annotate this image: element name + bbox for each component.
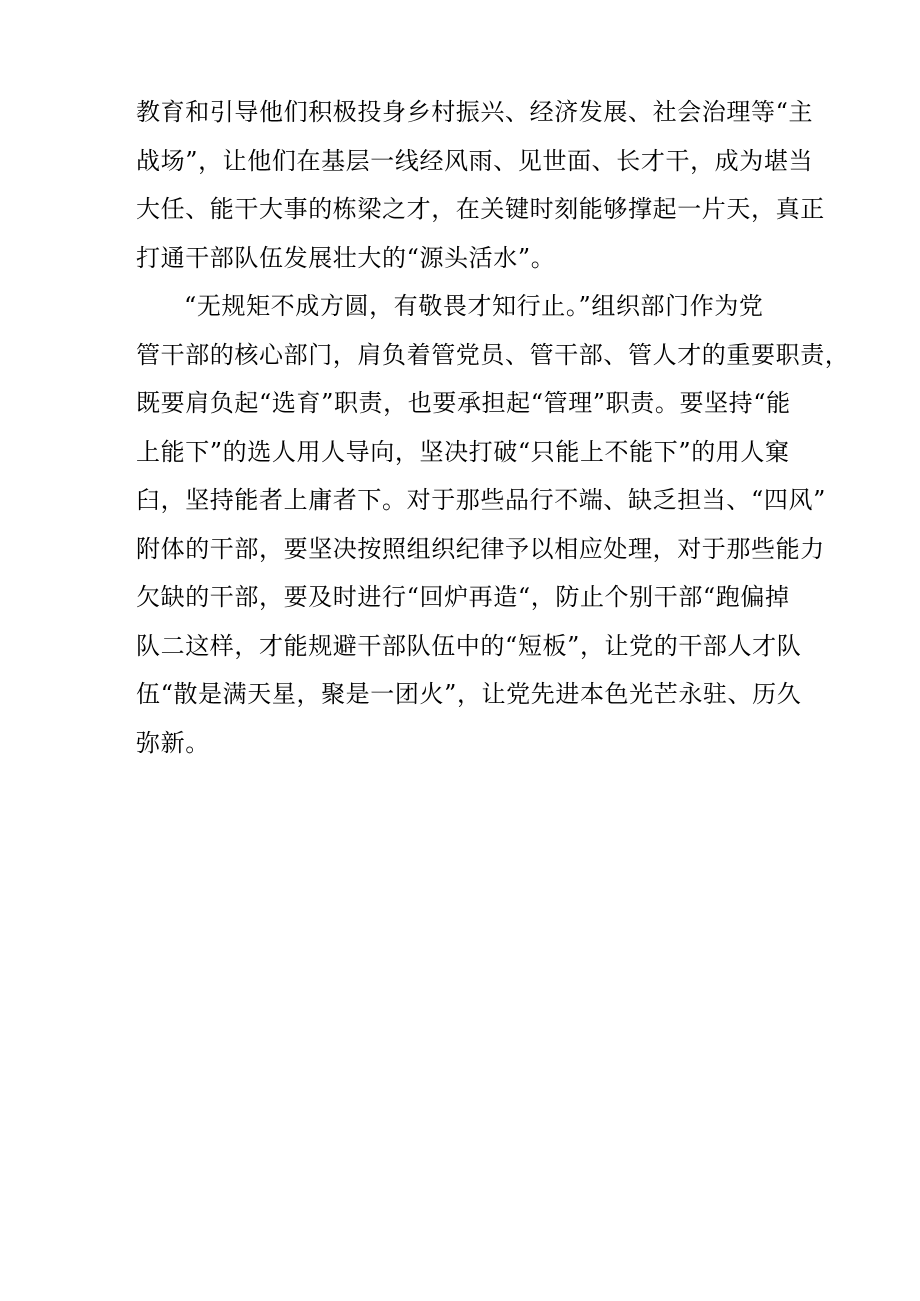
paragraph-line: 既要肩负起“选育”职责，也要承担起“管理”职责。要坚持“能 [136, 389, 791, 417]
document-body [136, 88, 850, 767]
paragraph-line: 臼，坚持能者上庸者下。对于那些品行不端、缺乏担当、“四风” [136, 486, 826, 514]
paragraph-line: 附体的干部，要坚决按照组织纪律予以相应处理，对于那些能力 [136, 534, 825, 563]
paragraph-line: 队二这样，才能规避干部队伍中的“短板”，让党的干部人才队 [136, 631, 802, 660]
paragraph-1 [136, 88, 825, 282]
paragraph-line: 欠缺的干部，要及时进行“回炉再造“，防止个别干部“跑偏掉 [136, 583, 790, 611]
paragraph-line: 管干部的核心部门，肩负着管党员、管干部、管人才的重要职责， [136, 340, 850, 369]
paragraph-line: 打通干部队伍发展壮大的“源头活水”。 [136, 243, 556, 272]
paragraph-line: 伍“散是满天星，聚是一团火”，让党先进本色光芒永驻、历久 [136, 680, 802, 708]
paragraph-line: 战场”，让他们在基层一线经风雨、见世面、长才干，成为堪当 [136, 146, 814, 175]
paragraph-line: “无规矩不成方圆，有敬畏才知行止。”组织部门作为党 [184, 292, 764, 320]
paragraph-line: 上能下”的选人用人导向，坚决打破“只能上不能下”的用人窠 [136, 437, 790, 466]
paragraph-2 [136, 282, 850, 767]
paragraph-line: 弥新。 [136, 728, 210, 757]
paragraph-line: 教育和引导他们积极投身乡村振兴、经济发展、社会治理等“主 [136, 98, 814, 126]
paragraph-line: 大任、能干大事的栋梁之才，在关键时刻能够撑起一片天，真正 [136, 195, 825, 223]
